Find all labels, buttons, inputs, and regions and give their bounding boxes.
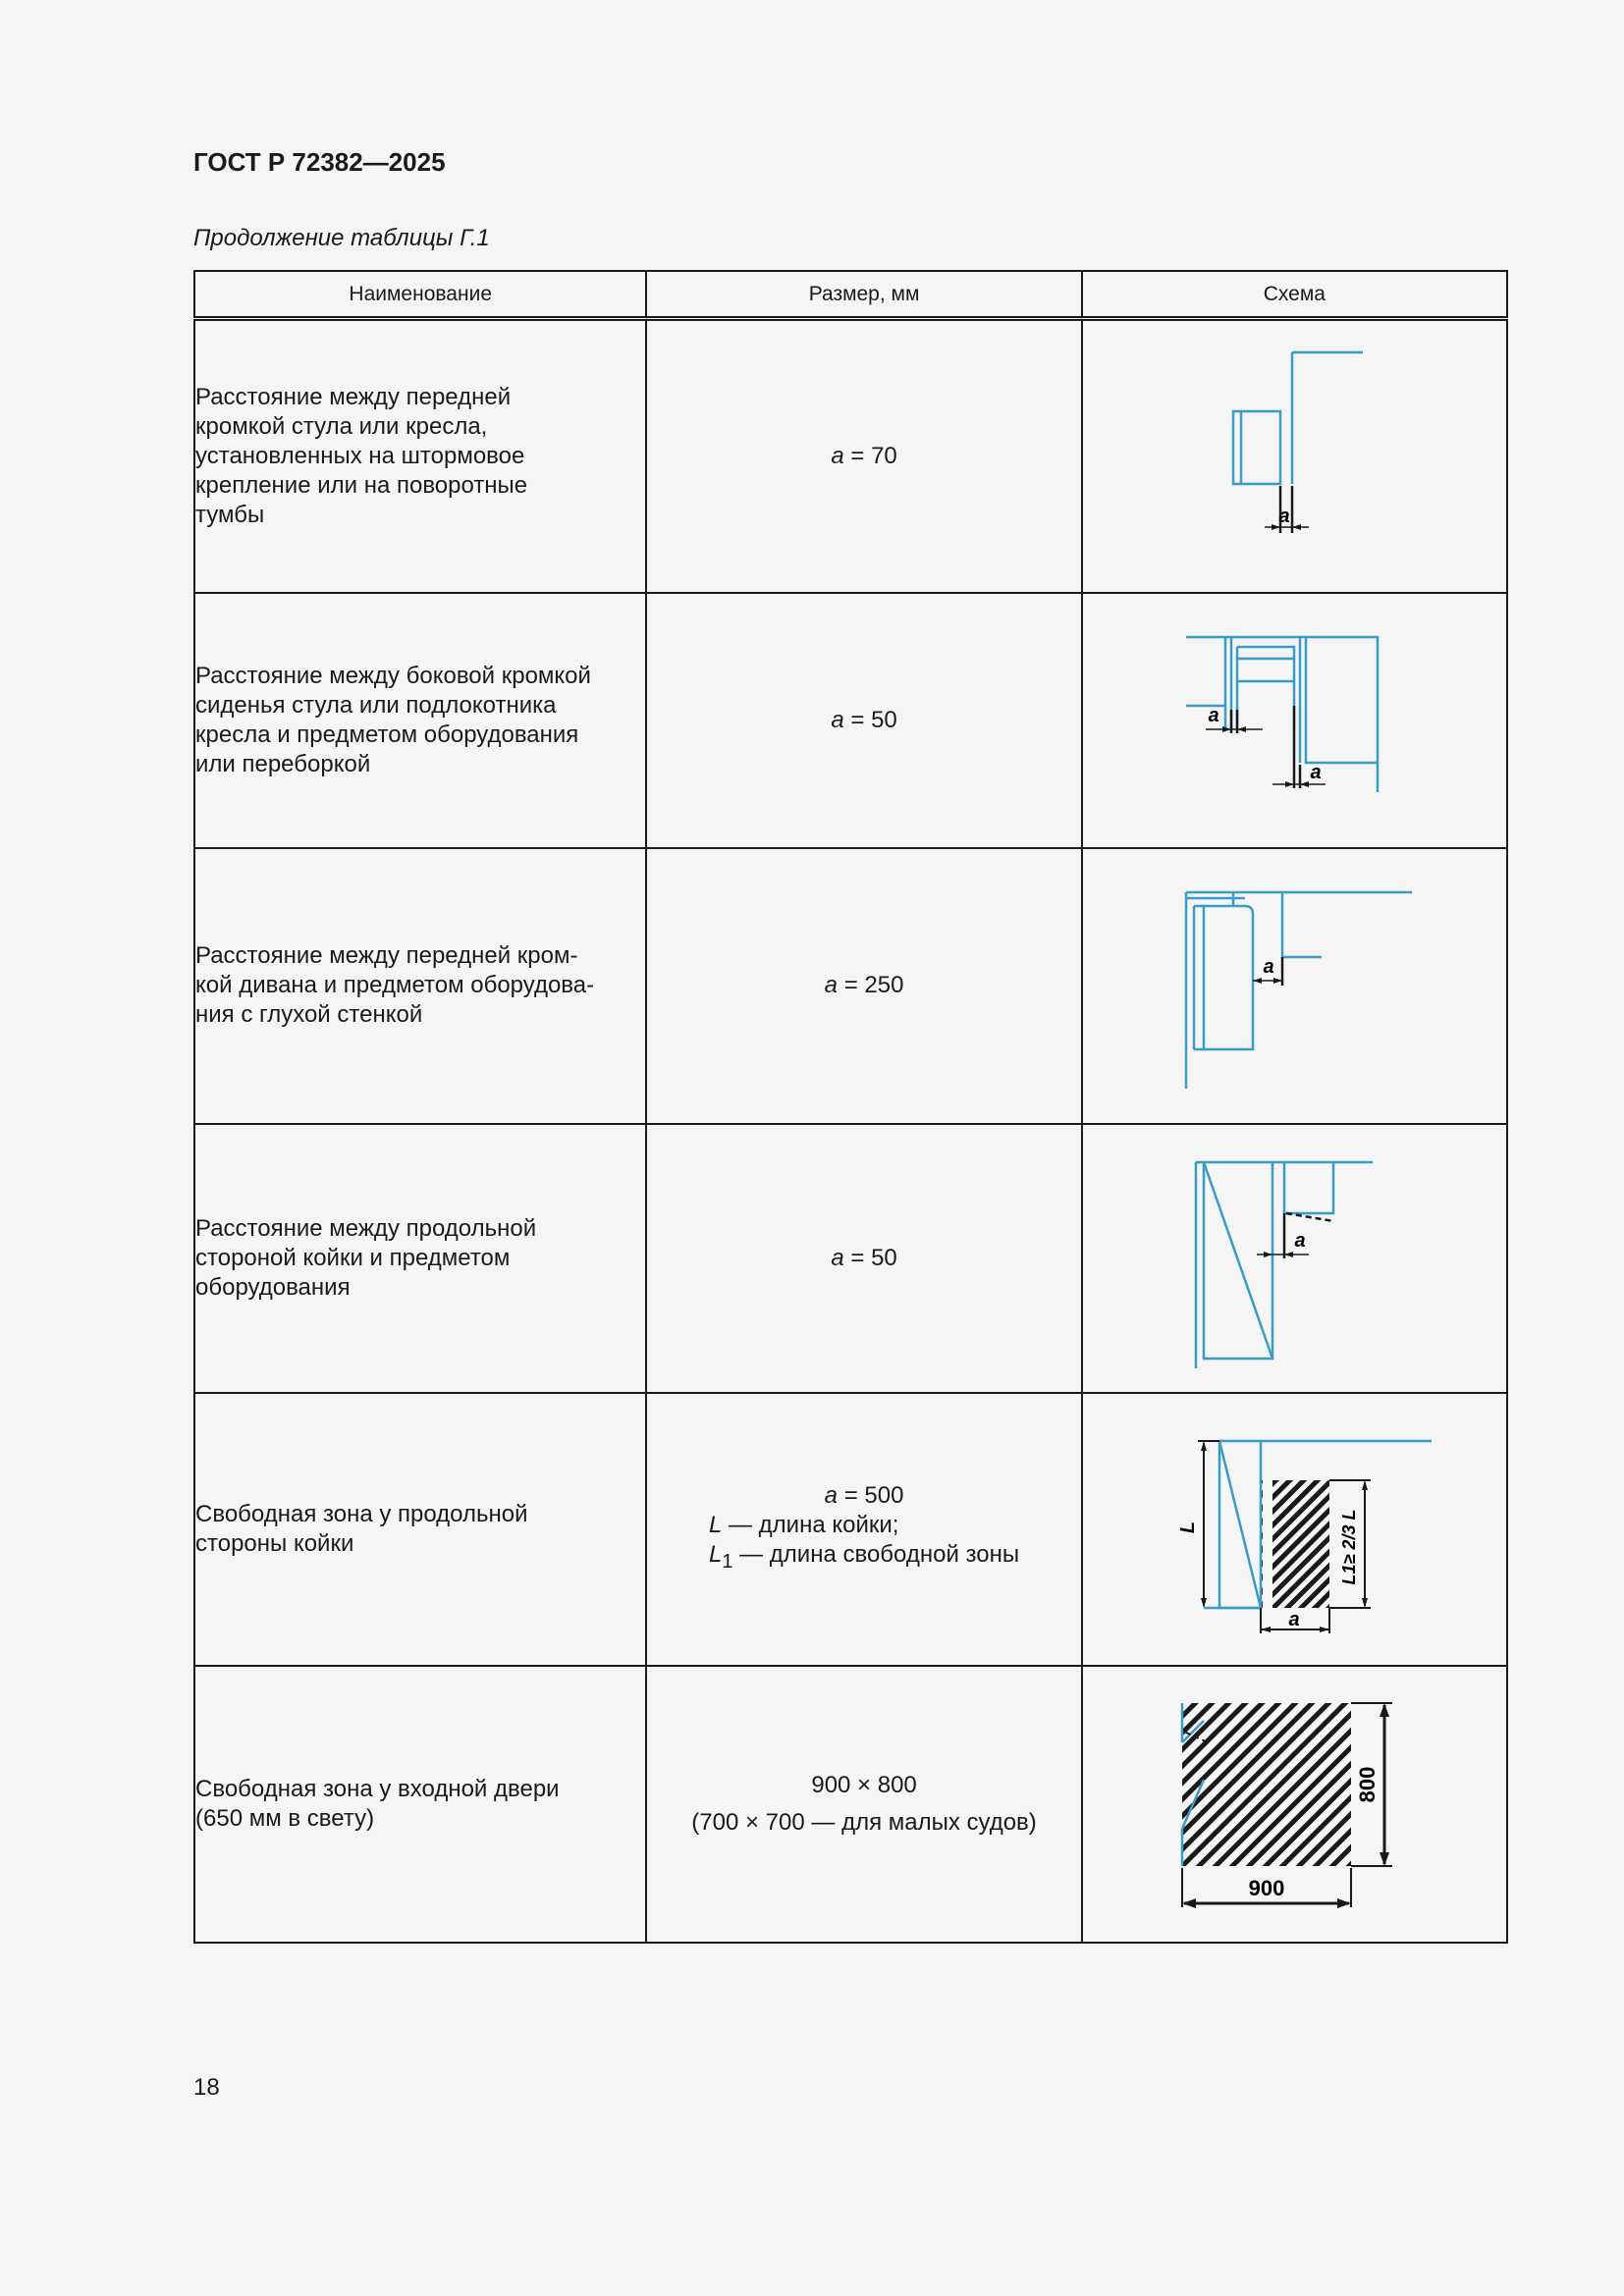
page-number: 18 bbox=[193, 2074, 220, 2101]
table-header-row bbox=[194, 271, 1507, 319]
row-name-cell: Свободная зона у входной двери (650 мм в свету) bbox=[194, 1666, 646, 1943]
table-row bbox=[194, 848, 1507, 1124]
svg-text:a: a bbox=[1294, 1229, 1306, 1252]
table-caption: Продолжение таблицы Г.1 bbox=[193, 225, 490, 251]
row-name-cell: Расстояние между продольной стороной койки и предметом оборудования bbox=[194, 1124, 646, 1393]
row-scheme-cell bbox=[1082, 319, 1507, 593]
row-name-cell: Расстояние между боковой кромкой сиденья стула или подлокотника кресла и предметом оборудования или переборкой bbox=[194, 593, 646, 848]
row-size-cell: a = 50 bbox=[646, 593, 1081, 848]
table-row bbox=[194, 1124, 1507, 1393]
svg-text:L: L bbox=[1177, 1521, 1200, 1533]
svg-text:800: 800 bbox=[1355, 1766, 1380, 1802]
column-header-scheme: Схема bbox=[1082, 271, 1507, 319]
svg-text:L1≥ 2/3 L: L1≥ 2/3 L bbox=[1339, 1509, 1360, 1584]
table-row bbox=[194, 319, 1507, 593]
chair-front-distance-scheme bbox=[1147, 339, 1441, 574]
row-size-cell: a = 70 bbox=[646, 319, 1081, 593]
svg-text:a: a bbox=[1208, 704, 1219, 726]
column-header-size: Размер, мм bbox=[646, 271, 1081, 319]
row-name-cell: Расстояние между передней кром- кой дивана и предметом оборудова- ния с глухой стенкой bbox=[194, 848, 646, 1124]
chair-side-distance-scheme bbox=[1147, 608, 1441, 833]
svg-text:900: 900 bbox=[1248, 1875, 1285, 1900]
row-scheme-cell bbox=[1082, 1666, 1507, 1943]
svg-text:a: a bbox=[1263, 956, 1274, 978]
table-row bbox=[194, 1393, 1507, 1666]
document-title: ГОСТ Р 72382—2025 bbox=[193, 147, 446, 177]
table-row bbox=[194, 1666, 1507, 1943]
berth-side-distance-scheme bbox=[1147, 1141, 1441, 1376]
row-scheme-cell bbox=[1082, 1124, 1507, 1393]
row-scheme-cell bbox=[1082, 1393, 1507, 1666]
row-size-cell: a = 500 L — длина койки; $L_1$ — длина свободной зоны bbox=[646, 1393, 1081, 1666]
row-scheme-cell bbox=[1082, 848, 1507, 1124]
row-size-cell: a = 250 bbox=[646, 848, 1081, 1124]
sofa-front-distance-scheme bbox=[1147, 863, 1441, 1108]
row-scheme-cell bbox=[1082, 593, 1507, 848]
svg-text:a: a bbox=[1310, 761, 1322, 783]
row-name-cell: Расстояние между передней кромкой стула или кресла, установленных на штормовое крепление или на поворотные тумбы bbox=[194, 319, 646, 593]
requirements-table bbox=[193, 270, 1508, 1944]
column-header-name: Наименование bbox=[194, 271, 646, 319]
svg-text:a: a bbox=[1288, 1608, 1300, 1630]
svg-text:a: a bbox=[1278, 505, 1290, 527]
berth-free-zone-scheme bbox=[1147, 1412, 1441, 1647]
door-free-zone-scheme bbox=[1147, 1682, 1441, 1927]
row-name-cell: Свободная зона у продольной стороны койки bbox=[194, 1393, 646, 1666]
table-row bbox=[194, 593, 1507, 848]
row-size-cell: a = 50 bbox=[646, 1124, 1081, 1393]
row-size-cell: 900 × 800 (700 × 700 — для малых судов) bbox=[646, 1666, 1081, 1943]
